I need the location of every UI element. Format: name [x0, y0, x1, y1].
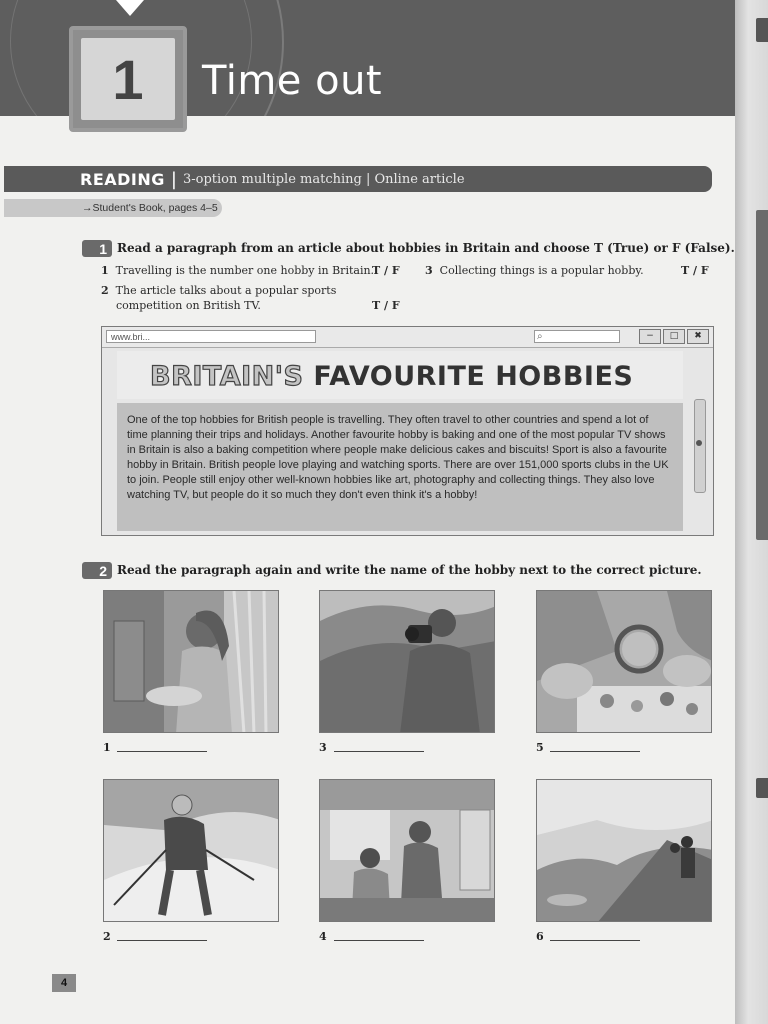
section-label: READING [80, 169, 165, 189]
page-number: 4 [52, 974, 76, 992]
article-header [117, 351, 683, 399]
answer-number: 3 [319, 741, 327, 754]
question-text: Collecting things is a popular hobby. [439, 264, 644, 277]
section-bar [4, 166, 712, 192]
true-false-choice[interactable]: T / F [372, 299, 400, 312]
skiing-photo [103, 779, 279, 922]
article-title-outline: BRITAIN'S [150, 361, 304, 392]
page-edge-tab [756, 210, 768, 540]
exercise-number-badge: 2 [82, 562, 112, 579]
answer-blank[interactable] [550, 751, 640, 752]
article-paragraph: One of the top hobbies for British people is travelling. They often travel to other countries and spend a lot of time planning their trips and holidays. Another favourite hobby is baking and one of the most popular TV shows in Britain is also a baking competition where people make delicious cakes and biscuits! Sport is also a favourite hobby in Britain. British people love playing and watching sports. There are over 151,000 sports clubs in the UK to join. People still enjoy other well-known hobbies like art, photography and collecting things. They also love watching TV, but people do it so much they don't even think it's a hobby! [127, 414, 669, 501]
answer-number: 1 [103, 741, 111, 754]
browser-toolbar [102, 327, 713, 348]
answer-blank[interactable] [550, 940, 640, 941]
scrollbar-thumb [696, 440, 702, 446]
painting-photo [103, 590, 279, 733]
unit-number: 1 [112, 47, 144, 111]
question-number: 2 [101, 284, 109, 297]
photography-photo [319, 590, 495, 733]
answer-number: 6 [536, 930, 544, 943]
collecting-photo [536, 590, 712, 733]
answer-blank[interactable] [334, 751, 424, 752]
exercise-instruction: Read the paragraph again and write the name of the hobby next to the correct picture. [117, 563, 702, 577]
section-separator: | [170, 168, 177, 190]
minimize-icon: − [639, 329, 661, 344]
question-text: The article talks about a popular sports [115, 284, 337, 297]
answer-blank[interactable] [334, 940, 424, 941]
question-item [425, 264, 644, 277]
url-field: www.bri... [106, 330, 316, 343]
unit-number-box [69, 26, 187, 132]
answer-blank[interactable] [117, 940, 207, 941]
question-item [101, 264, 374, 277]
true-false-choice[interactable]: T / F [372, 264, 400, 277]
close-icon: ✖ [687, 329, 709, 344]
exercise-instruction: Read a paragraph from an article about hobbies in Britain and choose T (True) or F (False). [117, 241, 735, 255]
scrollbar [694, 399, 706, 493]
article-title-main: FAVOURITE HOBBIES [313, 361, 634, 392]
reference-text: →Student's Book, pages 4–5 [82, 202, 218, 214]
article-title [150, 361, 633, 392]
exercise-number-badge: 1 [82, 240, 112, 257]
section-subtitle: 3-option multiple matching | Online article [182, 171, 465, 187]
question-text: Travelling is the number one hobby in Britain. [115, 264, 375, 277]
search-field [534, 330, 620, 343]
arrow-down-icon [116, 0, 144, 16]
browser-window [101, 326, 714, 536]
travelling-photo [536, 779, 712, 922]
page-edge-tab [756, 778, 768, 798]
baking-photo [319, 779, 495, 922]
article-body [117, 403, 683, 531]
question-number: 1 [101, 264, 109, 277]
unit-title: Time out [202, 58, 383, 104]
window-controls [639, 329, 709, 344]
answer-number: 5 [536, 741, 544, 754]
question-text-continued: competition on British TV. [116, 299, 261, 312]
question-number: 3 [425, 264, 433, 277]
students-book-reference [4, 199, 222, 217]
maximize-icon: □ [663, 329, 685, 344]
search-icon: ⌕ [537, 331, 543, 342]
page-edge-tab [756, 18, 768, 42]
true-false-choice[interactable]: T / F [681, 264, 709, 277]
answer-blank[interactable] [117, 751, 207, 752]
answer-number: 4 [319, 930, 327, 943]
answer-number: 2 [103, 930, 111, 943]
question-item [101, 284, 336, 297]
